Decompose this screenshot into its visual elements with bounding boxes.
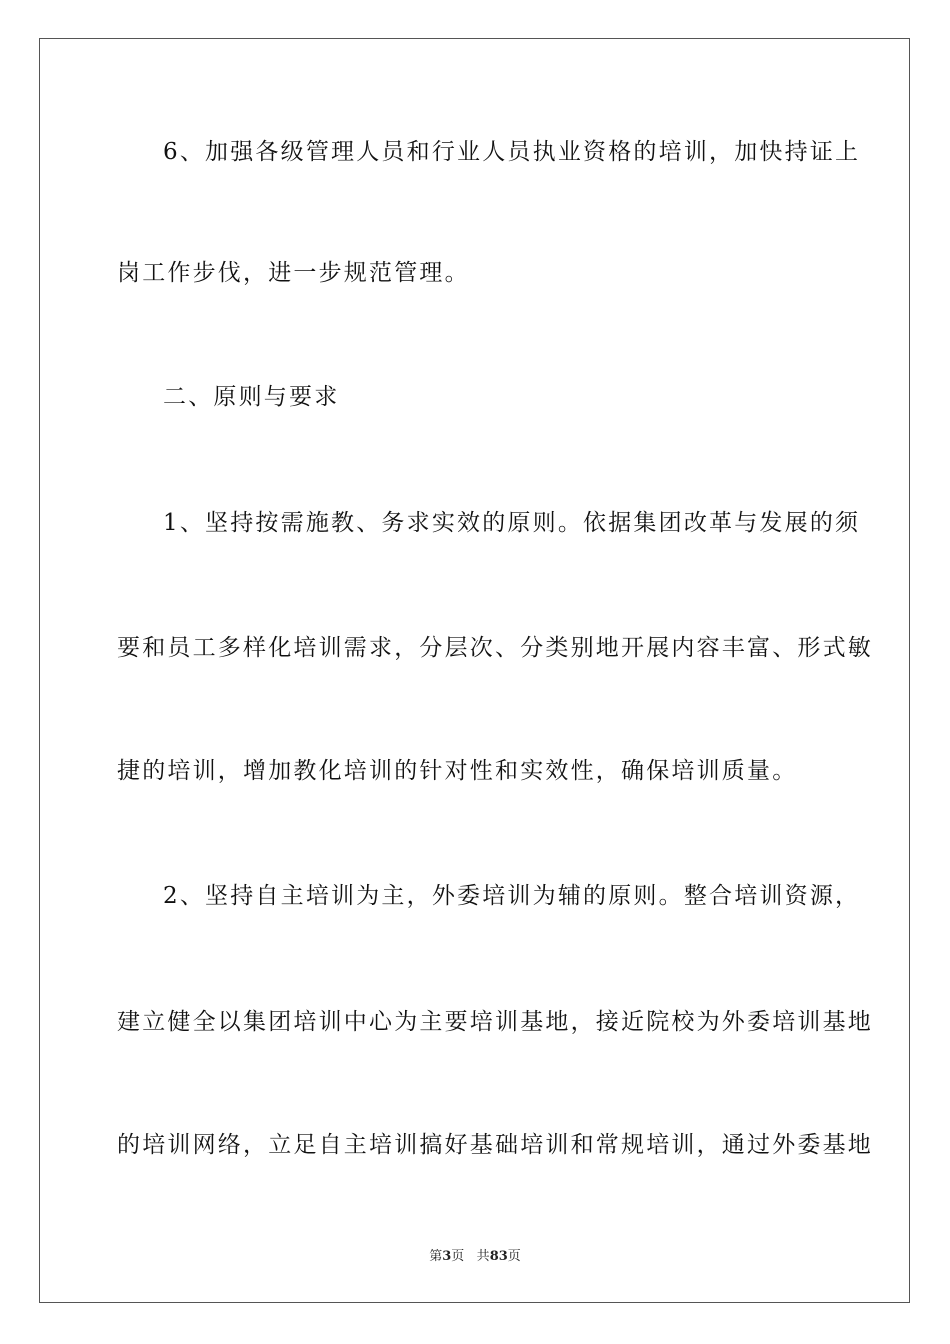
- section-heading: 二、原则与要求: [163, 384, 340, 410]
- paragraph-line-2: 岗工作步伐，进一步规范管理。: [117, 260, 470, 286]
- total-prefix: 共: [476, 1249, 490, 1264]
- paragraph-line-6: 2、坚持自主培训为主，外委培训为辅的原则。整合培训资源，: [163, 883, 861, 909]
- page-suffix: 页: [451, 1249, 465, 1264]
- paragraph-line-3: 1、坚持按需施教、务求实效的原则。依据集团改革与发展的须: [163, 510, 861, 536]
- page-number: 3: [442, 1249, 452, 1264]
- page-footer: [0, 1249, 950, 1265]
- paragraph-line-1: 6、加强各级管理人员和行业人员执业资格的培训，加快持证上: [163, 139, 861, 165]
- paragraph-line-8: 的培训网络，立足自主培训搞好基础培训和常规培训，通过外委基地: [117, 1132, 873, 1158]
- page-prefix: 第: [429, 1249, 443, 1264]
- paragraph-line-7: 建立健全以集团培训中心为主要培训基地，接近院校为外委培训基地: [117, 1009, 873, 1035]
- page-frame: [39, 38, 910, 1303]
- paragraph-line-5: 捷的培训，增加教化培训的针对性和实效性，确保培训质量。: [117, 758, 798, 784]
- total-pages: 83: [489, 1249, 508, 1264]
- total-suffix: 页: [507, 1249, 521, 1264]
- paragraph-line-4: 要和员工多样化培训需求，分层次、分类别地开展内容丰富、形式敏: [117, 635, 873, 661]
